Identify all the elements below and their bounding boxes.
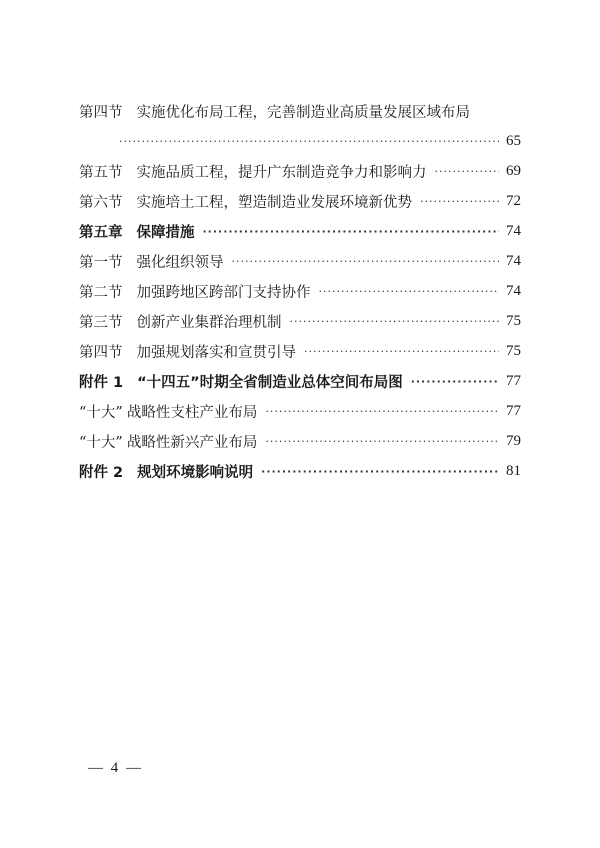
toc-entry-ch5-s4[interactable] xyxy=(79,336,521,366)
toc-leader-dots xyxy=(261,465,499,478)
toc-entry-ch4-s4-page-line[interactable] xyxy=(79,126,521,156)
toc-leader-dots xyxy=(232,255,500,268)
toc-entry-ch5-s3[interactable] xyxy=(79,306,521,336)
toc-entry-label: 第一节 xyxy=(79,254,123,271)
toc-entry-label: 第六节 xyxy=(79,194,123,211)
toc-entry-label: 第五节 xyxy=(79,164,123,181)
table-of-contents xyxy=(79,96,521,486)
toc-entry-label: 第四节 xyxy=(79,104,123,121)
toc-leader-dots xyxy=(411,375,499,388)
toc-entry-label: 附件 1 xyxy=(79,374,124,391)
toc-leader-dots xyxy=(319,285,500,298)
toc-entry-appendix-2[interactable] xyxy=(79,456,521,486)
toc-leader-dots xyxy=(265,405,499,418)
toc-entry-page: 65 xyxy=(506,132,521,149)
toc-entry-label: 第五章 xyxy=(79,224,123,241)
toc-entry-ch5[interactable] xyxy=(79,216,521,246)
toc-entry-title: 实施优化布局工程，完善制造业高质量发展区域布局 xyxy=(136,104,470,121)
toc-entry-ch5-s1[interactable] xyxy=(79,246,521,276)
toc-entry-ch4-s6[interactable] xyxy=(79,186,521,216)
page-number: — 4 — xyxy=(88,760,143,776)
toc-entry-emerging-industries[interactable] xyxy=(79,426,521,456)
toc-entry-pillar-industries[interactable] xyxy=(79,396,521,426)
toc-entry-title: 战略性新兴产业布局 xyxy=(126,434,258,451)
toc-leader-dots xyxy=(265,435,499,448)
toc-entry-title: 实施品质工程，提升广东制造竞争力和影响力 xyxy=(136,164,427,181)
toc-entry-label: “十大” xyxy=(79,404,123,421)
toc-entry-title: 实施培土工程，塑造制造业发展环境新优势 xyxy=(136,194,412,211)
toc-entry-page: 77 xyxy=(506,372,521,389)
toc-entry-ch4-s4[interactable] xyxy=(79,96,521,126)
toc-entry-page: 74 xyxy=(506,222,521,239)
toc-entry-title: 保障措施 xyxy=(136,224,195,241)
toc-entry-page: 74 xyxy=(506,282,521,299)
toc-entry-label: 附件 2 xyxy=(79,464,124,481)
toc-leader-dots xyxy=(119,135,499,148)
toc-entry-page: 75 xyxy=(506,342,521,359)
toc-entry-title: “十四五”时期全省制造业总体空间布局图 xyxy=(137,374,403,391)
toc-entry-label: “十大” xyxy=(79,434,123,451)
toc-entry-label: 第三节 xyxy=(79,314,123,331)
toc-entry-page: 69 xyxy=(506,162,521,179)
toc-entry-ch5-s2[interactable] xyxy=(79,276,521,306)
toc-leader-dots xyxy=(304,345,499,358)
toc-entry-page: 75 xyxy=(506,312,521,329)
toc-entry-title: 强化组织领导 xyxy=(136,254,224,271)
toc-entry-title: 加强规划落实和宣贯引导 xyxy=(136,344,296,361)
toc-entry-appendix-1[interactable] xyxy=(79,366,521,396)
toc-entry-label: 第二节 xyxy=(79,284,123,301)
toc-leader-dots xyxy=(203,225,500,238)
toc-entry-page: 79 xyxy=(506,432,521,449)
toc-entry-title: 创新产业集群治理机制 xyxy=(136,314,282,331)
toc-leader-dots xyxy=(420,195,499,208)
toc-entry-label: 第四节 xyxy=(79,344,123,361)
toc-leader-dots xyxy=(290,315,500,328)
toc-entry-page: 74 xyxy=(506,252,521,269)
toc-entry-title: 规划环境影响说明 xyxy=(137,464,254,481)
toc-entry-ch4-s5[interactable] xyxy=(79,156,521,186)
toc-entry-page: 72 xyxy=(506,192,521,209)
toc-entry-page: 81 xyxy=(506,462,521,479)
toc-leader-dots xyxy=(435,165,500,178)
toc-entry-page: 77 xyxy=(506,402,521,419)
toc-entry-title: 加强跨地区跨部门支持协作 xyxy=(136,284,311,301)
toc-entry-title: 战略性支柱产业布局 xyxy=(126,404,258,421)
